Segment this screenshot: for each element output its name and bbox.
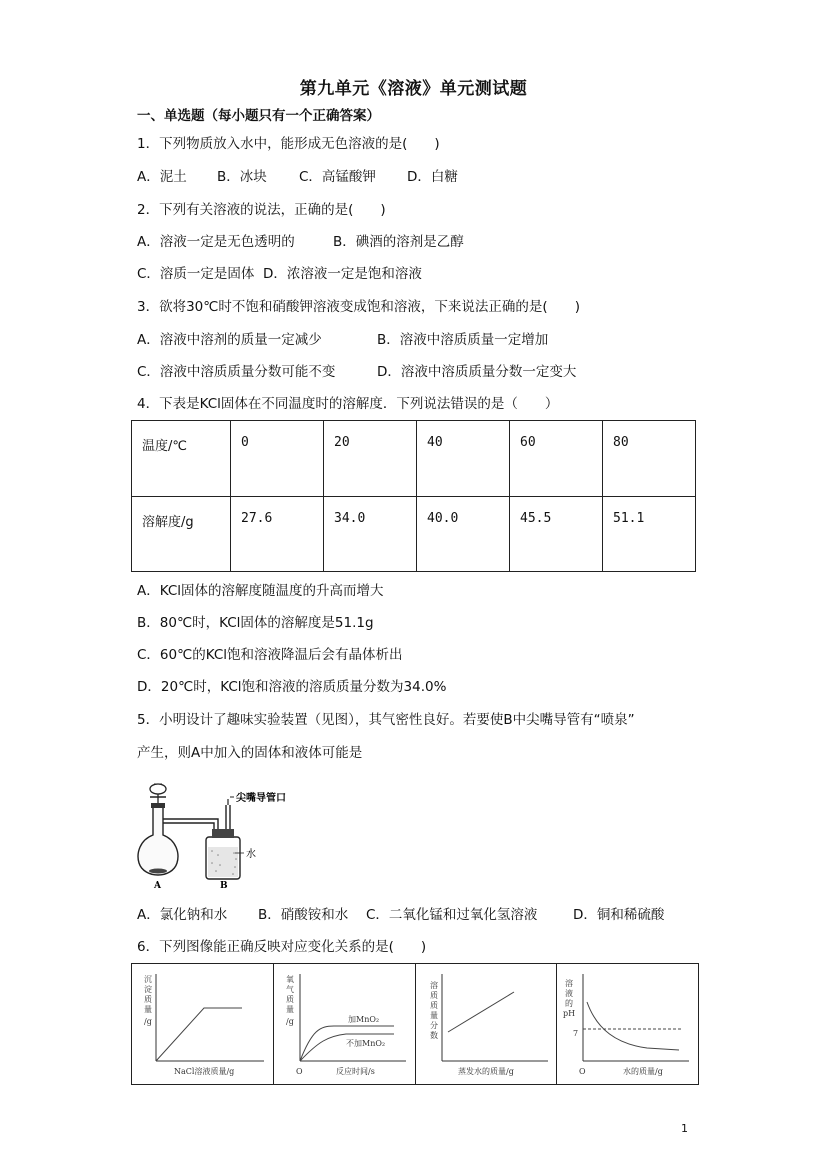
question-1-stem: 1．下列物质放入水中，能形成无色溶液的是( ) xyxy=(137,136,440,152)
graph-b-ylabel-3: 质 xyxy=(285,995,294,1004)
label-water: 水 xyxy=(246,849,256,860)
q2-option-d[interactable]: D．浓溶液一定是饱和溶液 xyxy=(263,266,422,282)
page-title: 第九单元《溶液》单元测试题 xyxy=(299,79,528,99)
question-5-options xyxy=(137,906,664,924)
label-nozzle: 尖嘴导管口 xyxy=(236,793,286,804)
graph-a[interactable] xyxy=(132,964,274,1084)
page-number: 1 xyxy=(681,1122,688,1135)
q1-option-a[interactable]: A．泥土 xyxy=(137,169,187,185)
question-1-options xyxy=(137,168,458,186)
table-cell: 27.6 xyxy=(231,496,324,572)
graph-a-ylabel-1: 沉 xyxy=(144,975,152,984)
table-header-solubility: 溶解度/g xyxy=(132,496,231,572)
q2-option-b[interactable]: B．碘酒的溶剂是乙醇 xyxy=(333,234,464,250)
q5-option-c[interactable]: C．二氧化锰和过氧化氢溶液 xyxy=(366,907,538,923)
graph-d-tick-7: 7 xyxy=(573,1029,579,1038)
table-cell: 40 xyxy=(417,421,510,497)
q3-option-c[interactable]: C．溶液中溶质质量分数可能不变 xyxy=(137,364,336,380)
q4-option-c[interactable]: C．60℃的KCl饱和溶液降温后会有晶体析出 xyxy=(137,647,403,663)
question-4-stem: 4．下表是KCl固体在不同温度时的溶解度．下列说法错误的是（ ） xyxy=(137,396,559,412)
graph-c-ylabel-3: 质 xyxy=(429,1001,438,1010)
question-3-options-row1 xyxy=(137,331,548,349)
graph-c-ylabel-4: 量 xyxy=(429,1011,438,1020)
question-5-stem: 5．小明设计了趣味实验装置（见图），其气密性良好。若要使B中尖嘴导管有“喷泉” xyxy=(137,712,635,728)
table-cell: 60 xyxy=(510,421,603,497)
table-cell: 80 xyxy=(603,421,696,497)
q1-option-b[interactable]: B．冰块 xyxy=(217,169,267,185)
q4-option-d[interactable]: D．20℃时，KCl饱和溶液的溶质质量分数为34.0% xyxy=(137,679,447,695)
graph-b-ylabel-1: 氧 xyxy=(285,975,294,984)
question-2-options-row1 xyxy=(137,233,464,251)
graph-a-ylabel-5: /g xyxy=(144,1017,152,1026)
question-6-stem: 6．下列图像能正确反映对应变化关系的是( ) xyxy=(137,939,427,955)
table-row xyxy=(132,421,696,497)
table-cell: 51.1 xyxy=(603,496,696,572)
q5-option-a[interactable]: A．氯化钠和水 xyxy=(137,907,228,923)
q3-option-d[interactable]: D．溶液中溶质质量分数一定变大 xyxy=(377,364,577,380)
graph-a-xlabel: NaCl溶液质量/g xyxy=(174,1067,235,1076)
q4-option-a[interactable]: A．KCl固体的溶解度随温度的升高而增大 xyxy=(137,583,384,599)
graph-b-ylabel-4: 量 xyxy=(285,1005,294,1014)
graph-d-ylabel-3: 的 xyxy=(565,999,574,1008)
q5-option-d[interactable]: D．铜和稀硫酸 xyxy=(573,907,665,923)
graph-d-ylabel-1: 溶 xyxy=(565,979,574,988)
graph-a-ylabel-4: 量 xyxy=(144,1005,152,1014)
graph-b[interactable] xyxy=(274,964,416,1084)
graph-b-origin: O xyxy=(295,1067,303,1076)
q1-option-c[interactable]: C．高锰酸钾 xyxy=(299,169,376,185)
q2-option-c[interactable]: C．溶质一定是固体 xyxy=(137,266,255,282)
q1-option-d[interactable]: D．白糖 xyxy=(407,169,458,185)
table-cell: 0 xyxy=(231,421,324,497)
graph-c-xlabel: 蒸发水的质量/g xyxy=(457,1067,514,1076)
experiment-apparatus-figure xyxy=(136,775,306,893)
table-header-temperature: 温度/℃ xyxy=(132,421,231,497)
question-2-options-row2 xyxy=(137,265,422,283)
graph-b-curve2-label: 不加MnO₂ xyxy=(345,1039,385,1048)
section-heading: 一、单选题（每小题只有一个正确答案） xyxy=(137,108,380,124)
q3-option-b[interactable]: B．溶液中溶质质量一定增加 xyxy=(377,332,549,348)
table-cell: 40.0 xyxy=(417,496,510,572)
question-5-stem-cont: 产生，则A中加入的固体和液体可能是 xyxy=(137,745,363,761)
graph-d-ylabel-4: pH xyxy=(563,1009,576,1018)
q5-option-b[interactable]: B．硝酸铵和水 xyxy=(258,907,349,923)
solubility-table xyxy=(131,420,696,572)
graph-b-ylabel-5: /g xyxy=(285,1017,294,1026)
graph-d-ylabel-2: 液 xyxy=(565,989,574,998)
graph-a-ylabel-3: 质 xyxy=(144,995,152,1004)
q2-option-a[interactable]: A．溶液一定是无色透明的 xyxy=(137,234,295,250)
graph-c-ylabel-5: 分 xyxy=(429,1021,438,1030)
q4-option-b[interactable]: B．80℃时，KCl固体的溶解度是51.1g xyxy=(137,615,374,631)
table-row xyxy=(132,496,696,572)
graph-d-origin: O xyxy=(579,1067,586,1076)
question-3-options-row2 xyxy=(137,363,576,381)
graph-c-ylabel-6: 数 xyxy=(429,1031,438,1040)
label-a: A xyxy=(154,881,161,891)
label-b: B xyxy=(220,881,228,891)
graph-d[interactable] xyxy=(557,964,698,1084)
table-cell: 45.5 xyxy=(510,496,603,572)
graph-b-curve1-label: 加MnO₂ xyxy=(347,1015,379,1024)
graph-options-row xyxy=(131,963,699,1085)
question-2-stem: 2．下列有关溶液的说法，正确的是( ) xyxy=(137,202,386,218)
table-cell: 20 xyxy=(324,421,417,497)
graph-b-xlabel: 反应时间/s xyxy=(335,1067,375,1076)
table-cell: 34.0 xyxy=(324,496,417,572)
question-3-stem: 3．欲将30℃时不饱和硝酸钾溶液变成饱和溶液，下来说法正确的是( ) xyxy=(137,299,580,315)
q3-option-a[interactable]: A．溶液中溶剂的质量一定减少 xyxy=(137,332,322,348)
graph-c-ylabel-1: 溶 xyxy=(429,981,438,990)
graph-b-ylabel-2: 气 xyxy=(285,985,294,994)
graph-a-ylabel-2: 淀 xyxy=(144,985,152,994)
graph-c-ylabel-2: 质 xyxy=(429,991,438,1000)
graph-d-xlabel: 水的质量/g xyxy=(623,1067,664,1076)
graph-c[interactable] xyxy=(416,964,558,1084)
